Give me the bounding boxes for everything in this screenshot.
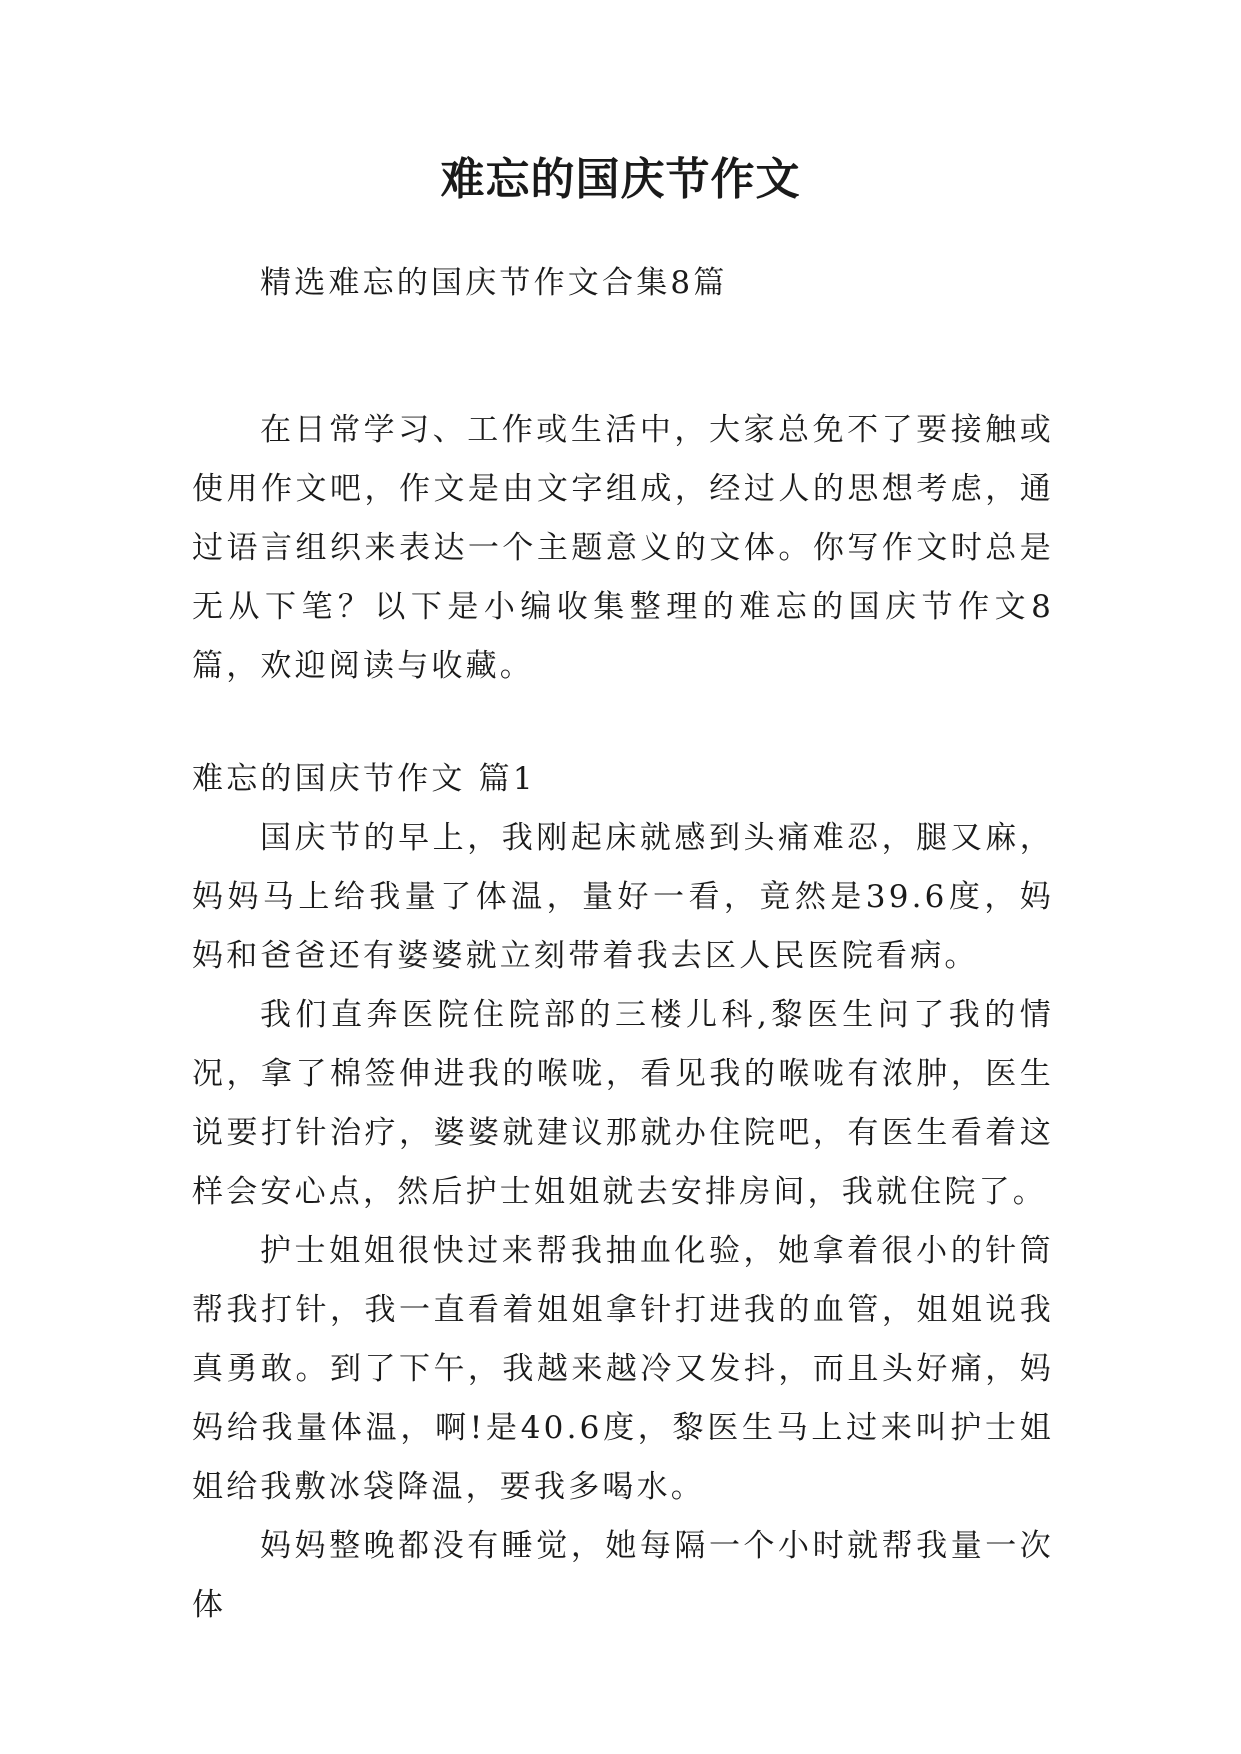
intro-paragraph: 在日常学习、工作或生活中，大家总免不了要接触或使用作文吧，作文是由文字组成，经过人的思想考虑，通过语言组织来表达一个主题意义的文体。你写作文时总是无从下笔？以下是小编收集整理的难忘的国庆节作文8篇，欢迎阅读与收藏。 — [192, 412, 1054, 684]
section-body — [192, 809, 1054, 1635]
document-subtitle: 精选难忘的国庆节作文合集8篇 — [260, 265, 728, 301]
body-paragraph: 护士姐姐很快过来帮我抽血化验，她拿着很小的针筒帮我打针，我一直看着姐姐拿针打进我的血管，姐姐说我真勇敢。到了下午，我越来越冷又发抖，而且头好痛，妈妈给我量体温，啊!是40.6度，黎医生马上过来叫护士姐姐给我敷冰袋降温，要我多喝水。 — [192, 1233, 1054, 1505]
body-paragraph: 国庆节的早上，我刚起床就感到头痛难忍，腿又麻，妈妈马上给我量了体温，量好一看，竟然是39.6度，妈妈和爸爸还有婆婆就立刻带着我去区人民医院看病。 — [192, 820, 1054, 974]
document-title: 难忘的国庆节作文 — [440, 154, 801, 205]
body-paragraph: 我们直奔医院住院部的三楼儿科,黎医生问了我的情况，拿了棉签伸进我的喉咙，看见我的喉咙有浓肿，医生说要打针治疗，婆婆就建议那就办住院吧，有医生看着这样会安心点，然后护士姐姐就去安排房间，我就住院了。 — [192, 997, 1054, 1210]
section-heading: 难忘的国庆节作文 篇1 — [192, 761, 536, 797]
body-paragraph: 妈妈整晚都没有睡觉，她每隔一个小时就帮我量一次体 — [192, 1528, 1054, 1623]
